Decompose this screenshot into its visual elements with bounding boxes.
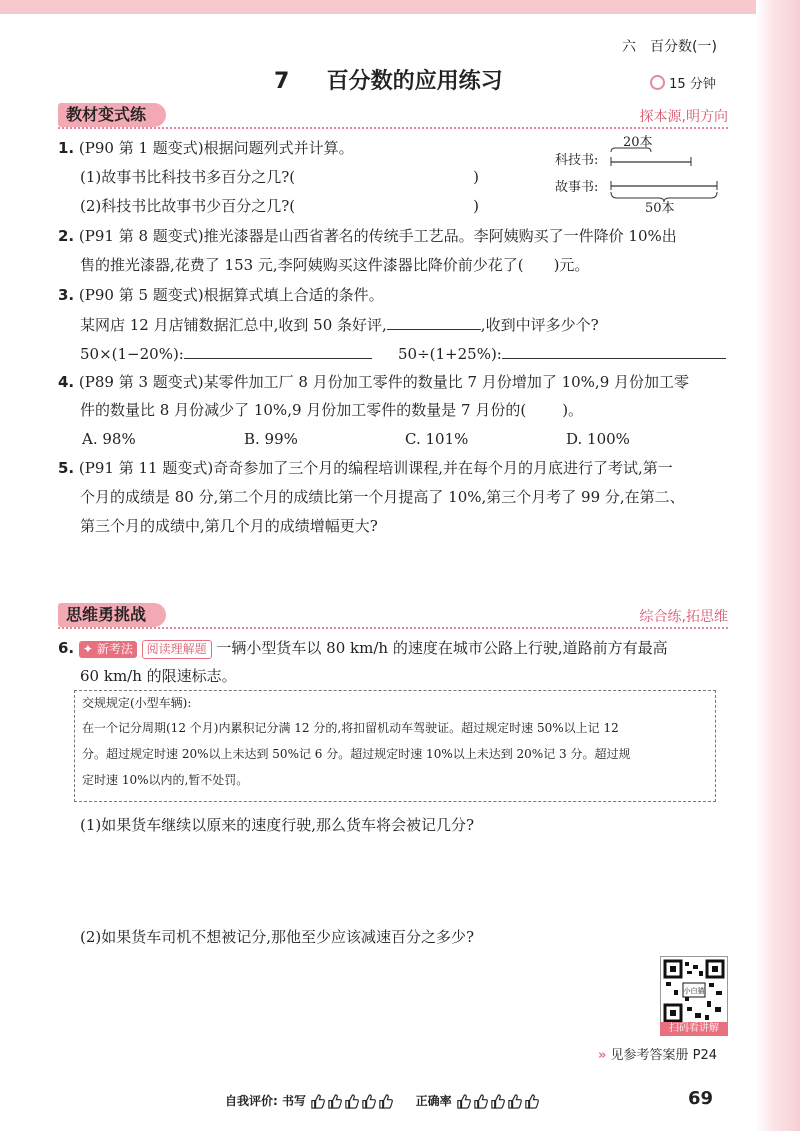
section-tag: 探本源,明方向 (639, 109, 728, 125)
question-1-part-2: (2)科技书比故事书少百分之几?( ) (80, 197, 480, 215)
accuracy-thumbs (456, 1094, 541, 1108)
line-segment-diagram (555, 134, 725, 218)
unit-label: 六 百分数(一) (622, 39, 717, 55)
diagram-row1-label: 科技书: (555, 153, 599, 168)
rules-line: 在一个记分周期(12 个月)内累积记分满 12 分的,将扣留机动车驾驶证。超过规定时速 50%以上记 12 (82, 721, 619, 735)
thumbs-up-icon[interactable] (378, 1094, 393, 1109)
question-4-line-1: 4. (P89 第 3 题变式)某零件加工厂 8 月份加工零件的数量比 7 月份增加了 10%,9 月份加工零 (58, 373, 690, 391)
question-3-expression-2: 50÷(1+25%): (398, 344, 726, 363)
thumbs-up-icon[interactable] (344, 1094, 359, 1109)
thumbs-up-icon[interactable] (361, 1094, 376, 1109)
question-number: 3. (58, 286, 75, 304)
option-a[interactable]: A. 98% (82, 430, 136, 448)
lightbulb-icon: ✦ (82, 641, 93, 656)
section-tag: 综合练,拓思维 (639, 609, 728, 625)
clock-icon (650, 75, 665, 90)
thumbs-up-icon[interactable] (456, 1094, 471, 1109)
question-number: 1. (58, 139, 75, 157)
section-title: 思维勇挑战 (58, 603, 166, 627)
thumbs-up-icon[interactable] (327, 1094, 342, 1109)
question-1-stem: 1. (P90 第 1 题变式)根据问题列式并计算。 (58, 139, 354, 157)
lesson-number: 7 (274, 69, 290, 94)
question-5-line-3: 第三个月的成绩中,第几个月的成绩增幅更大? (80, 517, 378, 535)
question-number: 4. (58, 373, 75, 391)
diagram-row2-label: 故事书: (555, 180, 599, 195)
thumbs-up-icon[interactable] (473, 1094, 488, 1109)
thumbs-up-icon[interactable] (310, 1094, 325, 1109)
question-5-line-1: 5. (P91 第 11 题变式)奇奇参加了三个月的编程培训课程,并在每个月的月底进行了考试,第一 (58, 459, 673, 477)
thumbs-up-icon[interactable] (524, 1094, 539, 1109)
top-color-band (0, 0, 800, 14)
qr-caption: 扫码看讲解 (660, 1022, 728, 1036)
thumbs-up-icon[interactable] (507, 1094, 522, 1109)
page-number: 69 (688, 1088, 714, 1109)
answer-blank[interactable] (184, 344, 372, 359)
new-method-badge: ✦ 新考法 (79, 641, 137, 658)
option-c[interactable]: C. 101% (405, 430, 469, 448)
question-3-line-2: 某网店 12 月店铺数据汇总中,收到 50 条好评, ,收到中评多少个? (80, 316, 599, 334)
option-b[interactable]: B. 99% (244, 430, 298, 448)
double-chevron-icon: » (598, 1048, 607, 1063)
page-title (274, 64, 503, 95)
question-6-part-1: (1)如果货车继续以原来的速度行驶,那么货车将会被记几分? (80, 816, 475, 834)
rules-title: 交规规定(小型车辆): (82, 696, 192, 710)
rules-line: 分。超过规定时速 20%以上未达到 50%记 6 分。超过规定时速 10%以上未达到 20%记 3 分。超过规 (82, 747, 631, 761)
question-6-line-1: 6. ✦ 新考法 阅读理解题 一辆小型货车以 80 km/h 的速度在城市公路上行驶,道路前方有最高 (58, 639, 668, 657)
section-title: 教材变式练 (58, 103, 166, 127)
question-3-expression-1: 50×(1−20%): (80, 344, 372, 363)
diagram-bottom-value: 50本 (645, 201, 675, 216)
question-number: 6. (58, 639, 75, 657)
question-number: 2. (58, 227, 75, 245)
rules-line: 定时速 10%以内的,暂不处罚。 (82, 773, 249, 787)
answer-blank[interactable] (387, 315, 481, 330)
reading-badge: 阅读理解题 (142, 640, 212, 659)
lesson-title: 百分数的应用练习 (326, 69, 503, 94)
question-6-line-2: 60 km/h 的限速标志。 (80, 667, 237, 685)
answer-blank[interactable] (502, 344, 726, 359)
question-2-line-1: 2. (P91 第 8 题变式)推光漆器是山西省著名的传统手工艺品。李阿姨购买了一件降价 10%出 (58, 227, 677, 245)
section-header-challenge (58, 603, 728, 629)
qr-code[interactable] (660, 956, 728, 1026)
diagram-top-value: 20本 (623, 135, 653, 150)
question-6-part-2: (2)如果货车司机不想被记分,那他至少应该减速百分之多少? (80, 928, 475, 946)
answer-reference: » 见参考答案册 P24 (598, 1048, 718, 1063)
traffic-rules-box (74, 690, 716, 802)
writing-thumbs (310, 1094, 399, 1108)
question-5-line-2: 个月的成绩是 80 分,第二个月的成绩比第一个月提高了 10%,第三个月考了 99 分,在第二、 (80, 488, 685, 506)
question-1-part-1: (1)故事书比科技书多百分之几?( ) (80, 168, 480, 186)
thumbs-up-icon[interactable] (490, 1094, 505, 1109)
time-indicator (650, 73, 716, 92)
option-d[interactable]: D. 100% (566, 430, 630, 448)
question-number: 5. (58, 459, 75, 477)
question-4-line-2: 件的数量比 8 月份减少了 10%,9 月份加工零件的数量是 7 月份的( )。 (80, 401, 584, 419)
question-2-line-2: 售的推光漆器,花费了 153 元,李阿姨购买这件漆器比降价前少花了( )元。 (80, 256, 590, 274)
qr-center-label: 小白猫 (683, 987, 705, 995)
question-3-stem: 3. (P90 第 5 题变式)根据算式填上合适的条件。 (58, 286, 384, 304)
diagram-segments (609, 146, 721, 202)
self-evaluation: 自我评价: 书写 正确率 (225, 1092, 541, 1110)
time-label: 15 分钟 (669, 77, 716, 92)
right-edge-band (756, 0, 800, 1131)
section-header-textbook (58, 103, 728, 129)
